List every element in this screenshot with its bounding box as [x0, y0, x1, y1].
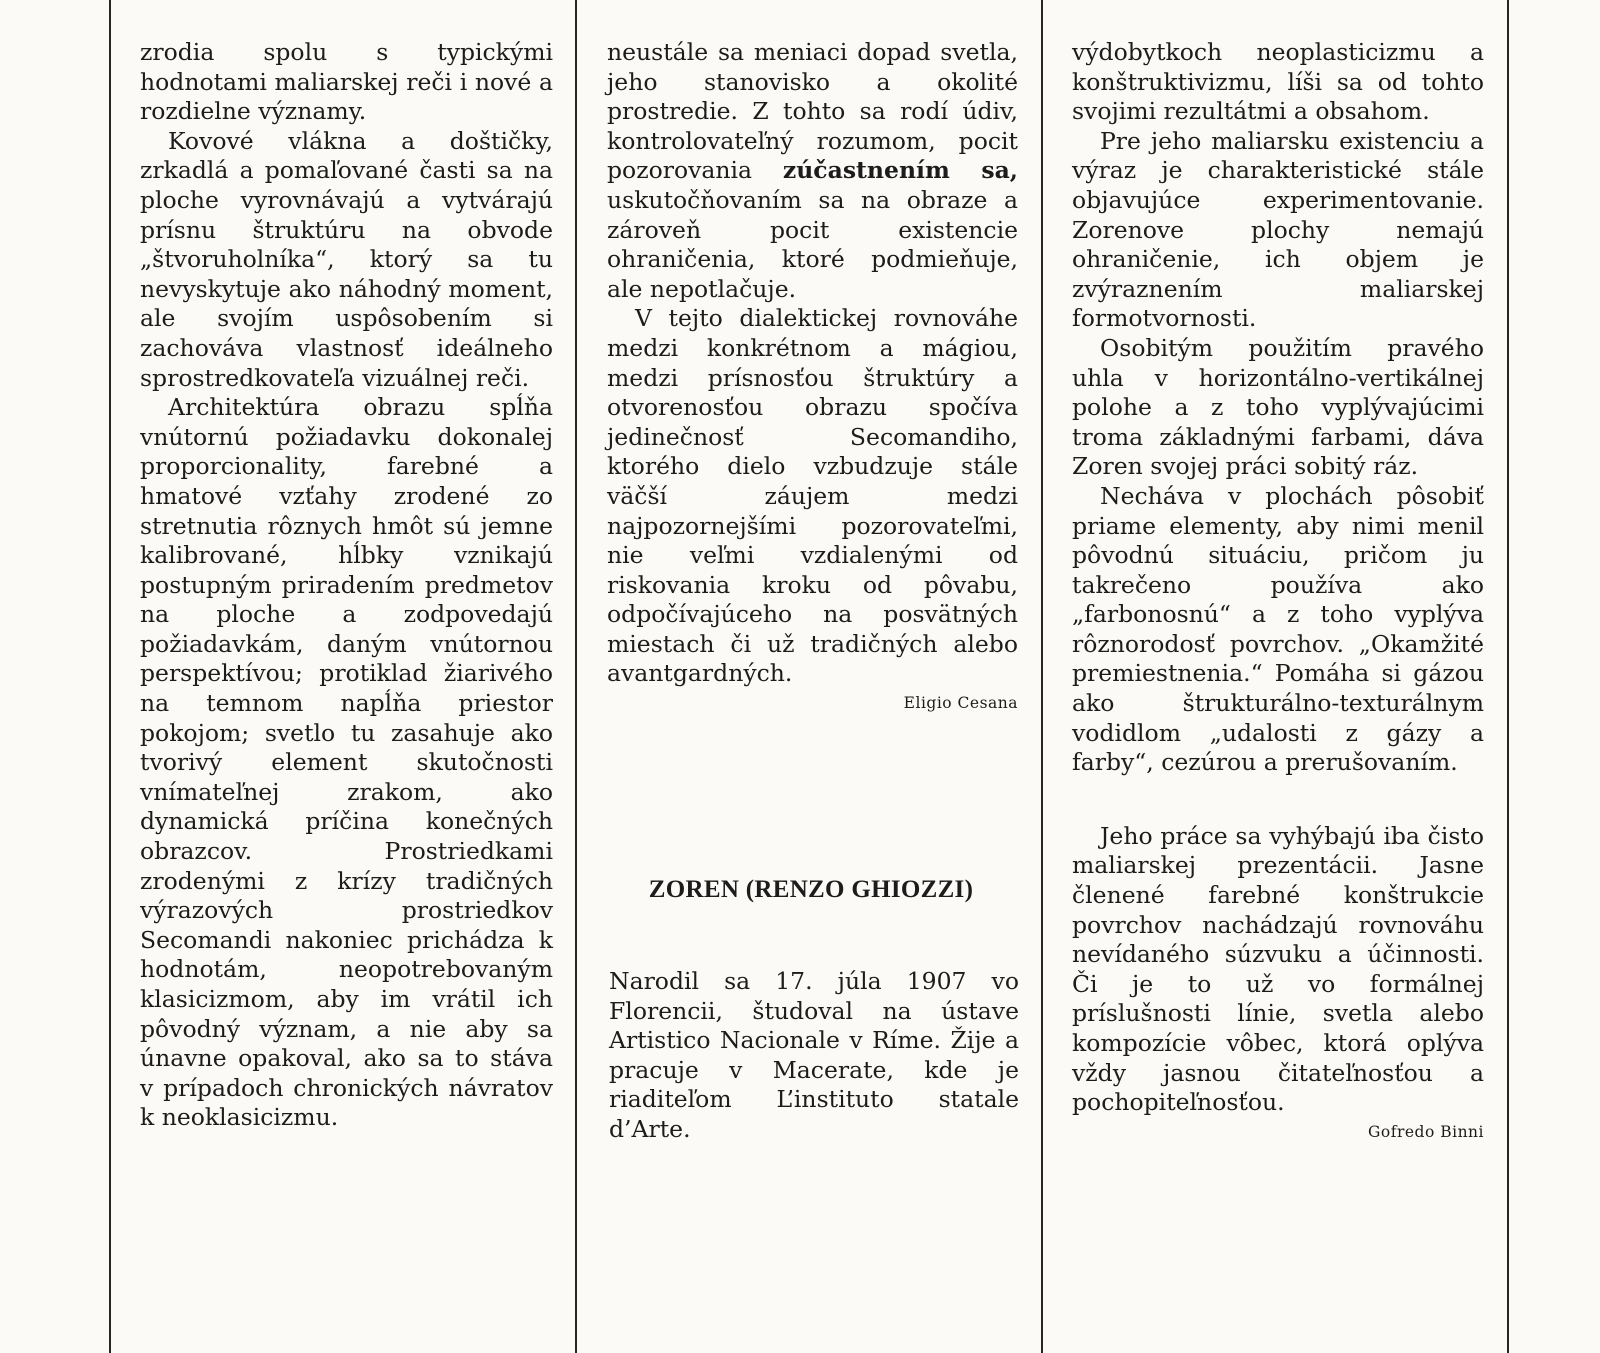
- column-rule-center-right: [1041, 0, 1043, 1353]
- zoren-bio-text: Narodil sa 17. júla 1907 vo Florencii, študoval na ústave Artistico Nacionale v Ríme. Žije a pracuje v Macerate, kde je riaditeľom L’instituto statale d’Arte.: [609, 967, 1019, 1143]
- middle-paragraph-2: V tejto dialektickej rovnováhe medzi konkrétnom a mágiou, medzi prísnosťou štruktúry a otvorenosťou obrazu spočíva jedinečnosť Secomandiho, ktorého dielo vzbudzuje stále väčší záujem medzi najpozornejšími pozorovateľmi, nie veľmi vzdialenými od riskovania kroku od pôvabu, odpočívajúceho na posvätných miestach či už tradičných alebo avantgardných.: [607, 304, 1018, 688]
- middle-paragraph-1: [607, 38, 1018, 304]
- paragraph-gap: [1072, 778, 1484, 822]
- middle-column: [607, 38, 1018, 719]
- right-paragraph-2: Pre jeho maliarsku existenciu a výraz je charakteristické stále objavujúce experimentovanie. Zorenove plochy nemajú ohraničenie, ich objem je zvýraznením maliarskej formotvornosti.: [1072, 126, 1484, 333]
- section-heading-zoren: ZOREN (RENZO GHIOZZI): [648, 876, 974, 903]
- left-paragraph-2: Kovové vlákna a doštičky, zrkadlá a pomaľované časti sa na ploche vyrovnávajú a vytvárajú prísnu štruktúru na obvode „štvoruholníka“, ktorý sa tu nevyskytuje ako náhodný moment, ale svojím uspôsobením si zachováva vlastnosť ideálneho sprostredkovateľa vizuálnej reči.: [140, 126, 553, 392]
- left-paragraph-3: Architektúra obrazu spĺňa vnútornú požiadavku dokonalej proporcionality, farebné a hmatové vzťahy zrodené zo stretnutia rôznych hmôt sú jemne kalibrované, hĺbky vznikajú postupným priradením predmetov na ploche a zodpovedajú požiadavkám, daným vnútornou perspektívou; protiklad žiarivého na temnom napĺňa priestor pokojom; svetlo tu zasahuje ako tvorivý element skutočnosti vnímateľnej zrakom, ako dynamická príčina konečných obrazcov. Prostriedkami zrodenými z krízy tradičných výrazových prostriedkov Secomandi nakoniec prichádza k hodnotám, neopotrebovaným klasicizmom, aby im vrátil ich pôvodný význam, a nie aby sa únavne opakoval, ako sa to stáva v prípadoch chronických návratov k neoklasicizmu.: [140, 393, 553, 1132]
- column-rule-right: [1507, 0, 1509, 1353]
- middle-p1-bold: zúčastnením sa,: [782, 156, 1018, 185]
- right-closing-paragraph: Jeho práce sa vyhýbajú iba čisto maliarskej prezentácii. Jasne členené farebné konštrukcie povrchov nachádzajú rovnováhu nevídaného súzvuku a účinnosti. Či je to už vo formálnej príslušnosti línie, svetla alebo kompozície vôbec, ktorá oplýva vždy jasnou čitateľnosťou a pochopiteľnosťou.: [1072, 821, 1484, 1117]
- left-paragraph-1: zrodia spolu s typickými hodnotami maliarskej reči i nové a rozdielne významy.: [140, 38, 553, 126]
- signature-eligio-cesana: Eligio Cesana: [903, 694, 1018, 713]
- right-paragraph-1: výdobytkoch neoplasticizmu a konštruktivizmu, líši sa od tohto svojimi rezultátmi a obsahom.: [1072, 38, 1484, 126]
- right-paragraph-3: Osobitým použitím pravého uhla v horizontálno-vertikálnej polohe a z toho vyplývajúcimi troma základnými farbami, dáva Zoren svojej práci sobitý ráz.: [1072, 333, 1484, 481]
- signature-gofredo-binni: Gofredo Binni: [1368, 1122, 1484, 1141]
- column-rule-center-left: [575, 0, 577, 1353]
- right-paragraph-4: Necháva v plochách pôsobiť priame elementy, aby nimi menil pôvodnú situáciu, pričom ju takrečeno používa ako „farbonosnú“ a z toho vyplýva rôznorodosť povrchov. „Okamžité premiestnenia.“ Pomáha si gázou ako štrukturálno-texturálnym vodidlom „udalosti z gázy a farby“, cezúrou a prerušovaním.: [1072, 481, 1484, 777]
- left-column: [140, 38, 553, 1133]
- zoren-bio: [609, 967, 1019, 1145]
- right-column: [1072, 38, 1484, 1147]
- middle-p1-text-a: neustále sa meniaci dopad svetla, jeho stanovisko a okolité prostredie. Z tohto sa rodí údiv, kontrolovateľný rozumom, pocit pozorovania: [607, 38, 1018, 185]
- column-rule-left: [109, 0, 111, 1353]
- middle-p1-text-b: uskutočňovaním sa na obraze a zároveň pocit existencie ohraničenia, ktoré podmieňuje, ale nepotlačuje.: [607, 185, 1018, 303]
